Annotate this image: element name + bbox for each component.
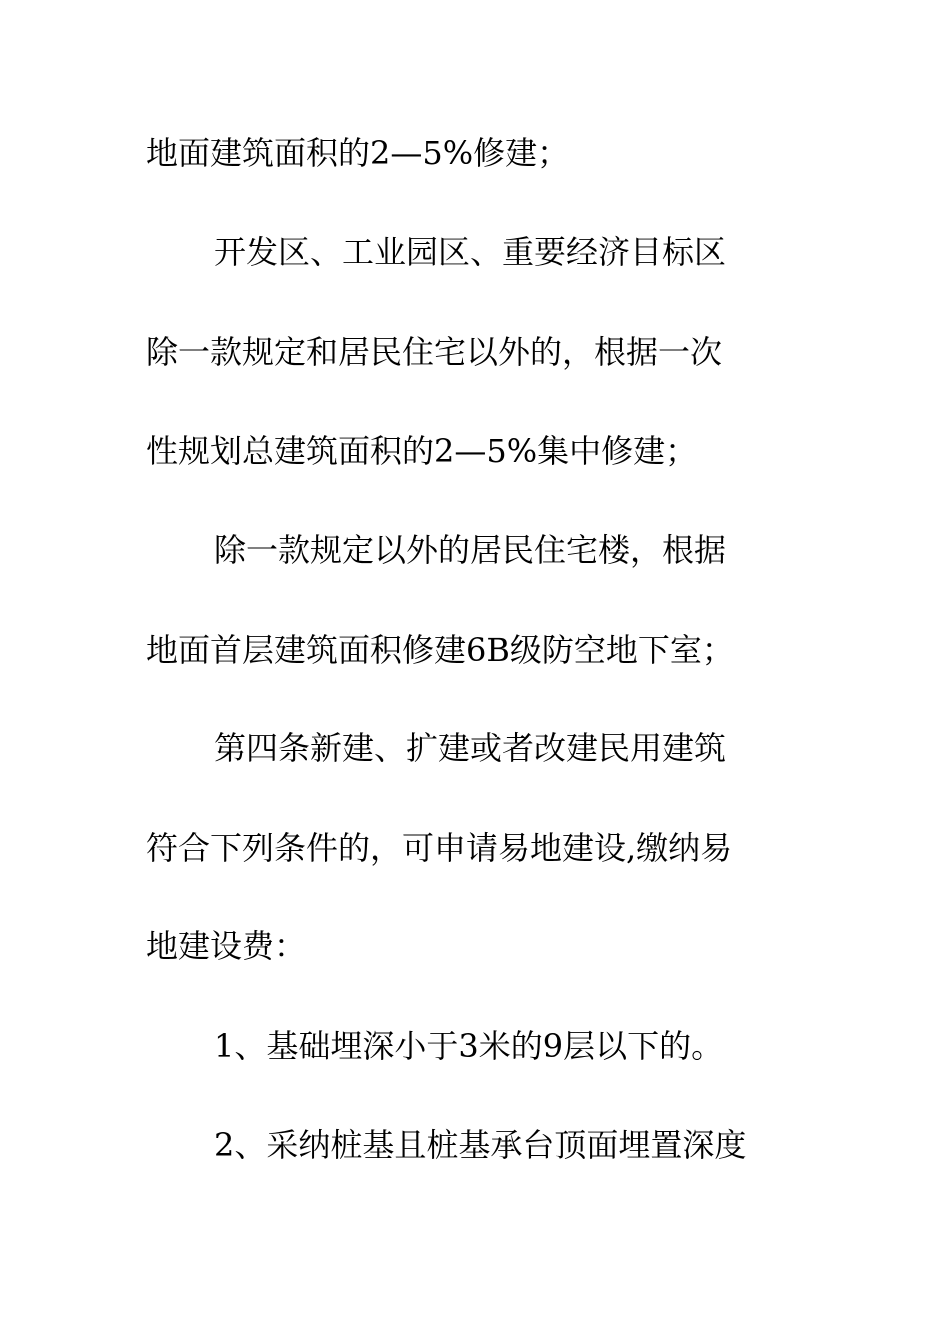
text-line-1: 地面建筑面积的2—5%修建； [146,134,570,172]
text-line-3: 除一款规定和居民住宅以外的，根据一次 [146,333,723,371]
text-line-10: 1、基础埋深小于3米的9层以下的。 [214,1027,724,1065]
text-line-2: 开发区、工业园区、重要经济目标区 [214,233,727,271]
text-line-4: 性规划总建筑面积的2—5%集中修建； [146,432,698,470]
text-line-9: 地建设费： [146,927,307,965]
text-line-6: 地面首层建筑面积修建6B级防空地下室； [146,631,734,669]
text-line-5: 除一款规定以外的居民住宅楼，根据 [214,531,727,569]
text-line-11: 2、采纳桩基且桩基承台顶面埋置深度 [214,1126,747,1164]
text-line-8: 符合下列条件的，可申请易地建设,缴纳易 [146,829,733,867]
text-line-7: 第四条新建、扩建或者改建民用建筑 [214,729,727,767]
